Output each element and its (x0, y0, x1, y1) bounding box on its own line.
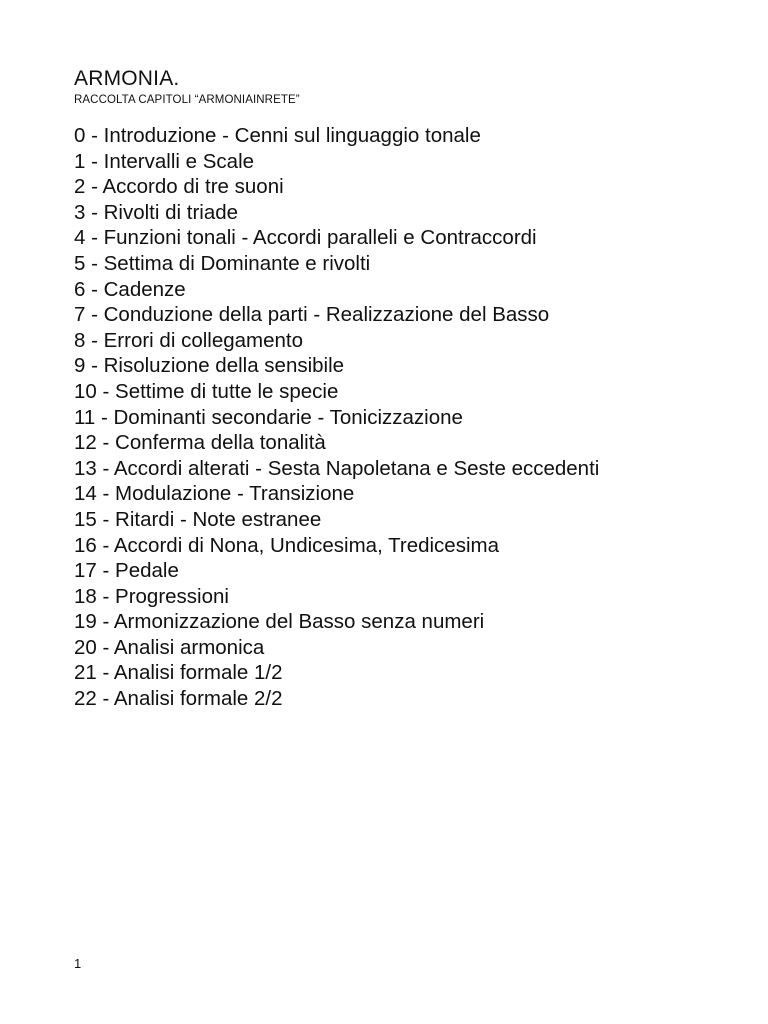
chapter-item: 7 - Conduzione della parti - Realizzazione del Basso (74, 303, 550, 327)
chapter-item: 15 - Ritardi - Note estranee (74, 507, 322, 531)
chapter-item: 3 - Rivolti di triade (74, 200, 239, 224)
chapter-item: 17 - Pedale (74, 559, 179, 583)
chapter-item: 13 - Accordi alterati - Sesta Napoletana e Seste eccedenti (74, 456, 600, 480)
chapter-item: 12 - Conferma della tonalità (74, 431, 326, 455)
chapter-item: 16 - Accordi di Nona, Undicesima, Tredicesima (74, 533, 499, 557)
chapter-list (74, 123, 734, 712)
document-subtitle: RACCOLTA CAPITOLI “ARMONIAINRETE” (74, 94, 300, 106)
chapter-item: 4 - Funzioni tonali - Accordi paralleli e Contraccordi (74, 226, 537, 250)
chapter-item: 11 - Dominanti secondarie - Tonicizzazione (74, 405, 463, 429)
chapter-item: 1 - Intervalli e Scale (74, 149, 255, 173)
chapter-item: 22 - Analisi formale 2/2 (74, 687, 283, 711)
page-content (74, 66, 734, 712)
chapter-item: 2 - Accordo di tre suoni (74, 175, 284, 199)
chapter-item: 19 - Armonizzazione del Basso senza numeri (74, 610, 485, 634)
chapter-item: 9 - Risoluzione della sensibile (74, 354, 345, 378)
chapter-item: 10 - Settime di tutte le specie (74, 379, 339, 403)
chapter-item: 6 - Cadenze (74, 277, 186, 301)
chapter-item: 14 - Modulazione - Transizione (74, 482, 355, 506)
chapter-item: 20 - Analisi armonica (74, 635, 265, 659)
page-number: 1 (74, 956, 82, 971)
chapter-item: 8 - Errori di collegamento (74, 328, 304, 352)
chapter-item: 18 - Progressioni (74, 584, 229, 608)
chapter-item: 0 - Introduzione - Cenni sul linguaggio tonale (74, 124, 481, 147)
chapter-item: 21 - Analisi formale 1/2 (74, 661, 283, 685)
chapter-item: 5 - Settima di Dominante e rivolti (74, 251, 371, 275)
document-title: ARMONIA. (74, 67, 180, 90)
